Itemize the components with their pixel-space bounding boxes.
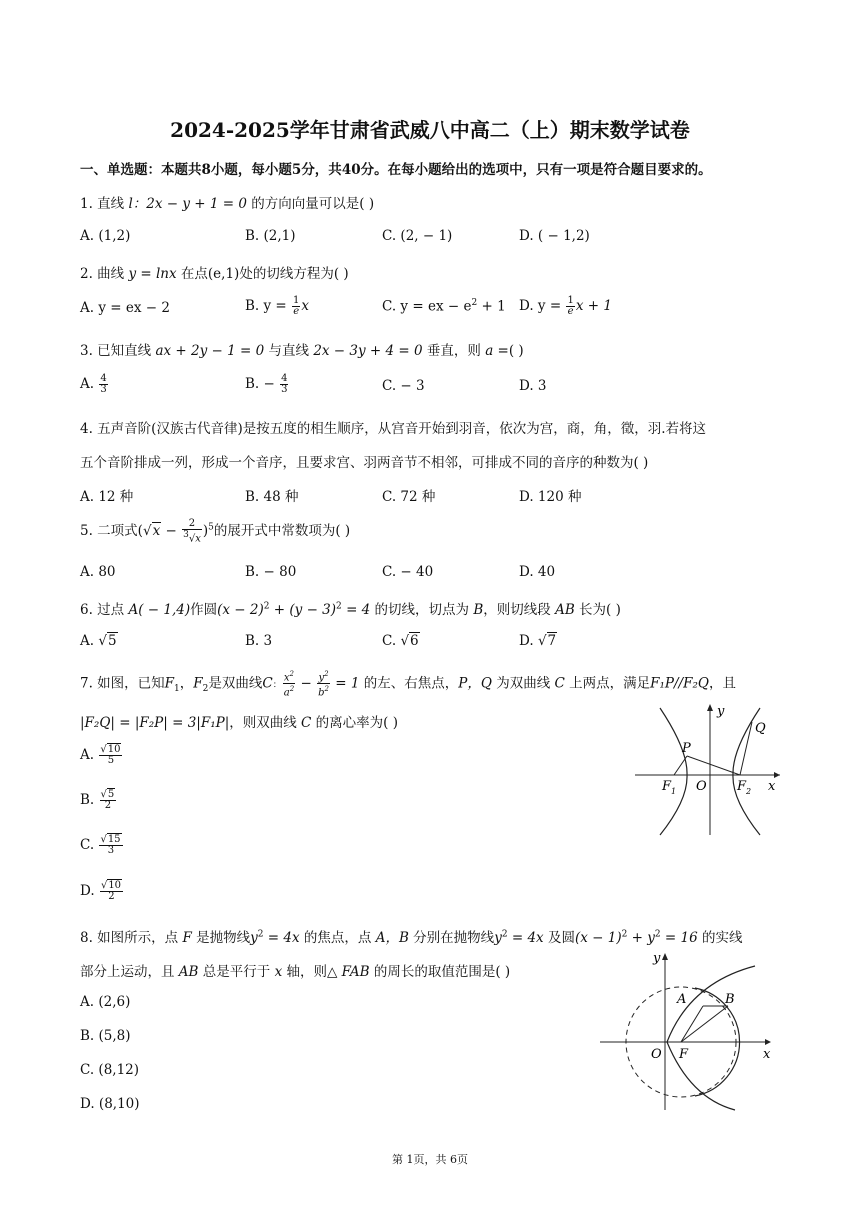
label-f2: F <box>737 779 747 794</box>
q5-option-b[interactable]: B. − 80 <box>245 564 297 580</box>
question-8-line1: 8. 如图所示，点 F 是抛物线$y^2 = 4x$ 的焦点，点 A，B 分别在抛物线$y^2 = 4x$ 及圆$(x - 1)^2 + y^2 = 16$ 的实线 <box>80 929 743 946</box>
q1-option-c[interactable]: C. (2, − 1) <box>382 228 453 244</box>
question-6-stem: 6. 过点 A( − 1,4)作圆$(x - 2)^2 + (y - 3)^2 = 4$ 的切线，切点为 B，则切线段 AB 长为( ) <box>80 601 621 618</box>
label-y: y <box>717 704 725 719</box>
q7-option-d[interactable]: D. $\frac{√10}{2}$ <box>80 880 122 902</box>
label-f1: F <box>662 779 672 794</box>
q7-option-b[interactable]: B. $\frac{√5}{2}$ <box>80 789 115 811</box>
question-1-stem: 1. 直线 l：2x − y + 1 = 0 的方向向量可以是( ) <box>80 196 375 212</box>
q5-option-c[interactable]: C. − 40 <box>382 564 434 580</box>
q2-option-b[interactable]: B. y = $\frac{1}{e}$ x <box>245 295 310 317</box>
page-title: 2024-2025学年甘肃省武威八中高二（上）期末数学试卷 <box>170 118 690 142</box>
q8-option-b[interactable]: B. (5,8) <box>80 1028 131 1044</box>
q1-option-a[interactable]: A. (1,2) <box>80 228 131 244</box>
x-axis-arrow <box>765 1039 771 1045</box>
label-f: F <box>679 1047 689 1062</box>
question-3-stem: 3. 已知直线 ax + 2y − 1 = 0 与直线 2x − 3y + 4 = 0 垂直，则 a =( ) <box>80 343 524 359</box>
question-4-line2: 五个音阶排成一列，形成一个音序，且要求宫、羽两音节不相邻，可排成不同的音序的种数为( ) <box>80 455 649 471</box>
question-4-line1: 4. 五声音阶(汉族古代音律)是按五度的相生顺序，从宫音开始到羽音，依次为宫，商，角，徵，羽.若将这 <box>80 421 706 437</box>
q4-option-c[interactable]: C. 72 种 <box>382 489 436 505</box>
page-footer: 第 1页，共 6页 <box>392 1153 468 1166</box>
q3-option-a[interactable]: A. $\frac{4}{3}$ <box>80 373 107 395</box>
q7-option-a[interactable]: A. $\frac{√10}{5}$ <box>80 744 121 766</box>
q1-option-b[interactable]: B. (2,1) <box>245 228 296 244</box>
q3-option-d[interactable]: D. 3 <box>519 378 547 394</box>
q8-option-c[interactable]: C. (8,12) <box>80 1062 140 1078</box>
q3-option-b[interactable]: B. − $\frac{4}{3}$ <box>245 373 288 395</box>
section-heading: 一、单选题：本题共8小题，每小题5分，共40分。在每小题给出的选项中，只有一项是符合题目要求的。 <box>80 162 712 178</box>
hyperbola-figure <box>630 700 790 840</box>
question-7-line2: |F₂Q| = |F₂P| = 3|F₁P|，则双曲线 C 的离心率为( ) <box>80 715 399 731</box>
q5-option-a[interactable]: A. 80 <box>80 564 116 580</box>
label-f2-sub: 2 <box>746 787 752 796</box>
q8-option-d[interactable]: D. (8,10) <box>80 1096 140 1112</box>
label-p: P <box>682 741 691 756</box>
segment-f1p <box>674 756 687 775</box>
label-b: B <box>725 992 735 1007</box>
q6-option-d[interactable]: D. √7 <box>519 633 557 649</box>
q6-option-a[interactable]: A. √5 <box>80 633 117 649</box>
q4-option-b[interactable]: B. 48 种 <box>245 489 299 505</box>
label-o: O <box>651 1047 662 1062</box>
q2-option-d[interactable]: D. y = $\frac{1}{e}$ x + 1 <box>519 295 612 317</box>
segment-pf2 <box>687 756 740 775</box>
q2-option-a[interactable]: A. y = ex − 2 <box>80 300 170 316</box>
q8-option-a[interactable]: A. (2,6) <box>80 994 131 1010</box>
q4-option-d[interactable]: D. 120 种 <box>519 489 582 505</box>
question-2-stem: 2. 曲线 y = lnx 在点(e,1)处的切线方程为( ) <box>80 266 349 282</box>
label-f1-sub: 1 <box>671 787 677 796</box>
question-7-line1: 7. 如图，已知$F_1$，$F_2$是双曲线C： $\frac{x^2}{a^2}$ − $\frac{y^2}{b^2}$ = 1 的左、右焦点，P，Q 为双曲线 C 上两点，满足F₁P//F₂Q，且 <box>80 670 736 699</box>
q1-option-d[interactable]: D. ( − 1,2) <box>519 228 590 244</box>
q2-option-c[interactable]: C. y = ex − $e^2 + 1$ <box>382 298 506 315</box>
parabola-circle-figure <box>595 948 785 1113</box>
q6-option-c[interactable]: C. √6 <box>382 633 419 649</box>
q4-option-a[interactable]: A. 12 种 <box>80 489 134 505</box>
label-x: x <box>768 779 776 794</box>
x-axis-arrow <box>774 772 780 778</box>
label-y: y <box>653 951 661 966</box>
label-a: A <box>677 992 687 1007</box>
y-axis-arrow <box>662 953 668 960</box>
hyperbola-left-branch <box>660 708 687 835</box>
question-5-stem: 5. 二项式(√x − $\frac{2}{^3√x}$ )$^5$的展开式中常数项为( ) <box>80 518 351 545</box>
question-8-line2: 部分上运动，且 AB 总是平行于 x 轴，则△ FAB 的周长的取值范围是( ) <box>80 964 511 980</box>
segment-f2q <box>740 722 752 775</box>
label-x: x <box>763 1047 771 1062</box>
q7-option-c[interactable]: C. $\frac{√15}{3}$ <box>80 834 121 856</box>
y-axis-arrow <box>707 704 713 711</box>
segment-fb <box>681 1006 728 1042</box>
q5-option-d[interactable]: D. 40 <box>519 564 556 580</box>
label-q: Q <box>755 721 766 736</box>
q3-option-c[interactable]: C. − 3 <box>382 378 425 394</box>
label-o: O <box>696 779 707 794</box>
q6-option-b[interactable]: B. 3 <box>245 633 273 649</box>
